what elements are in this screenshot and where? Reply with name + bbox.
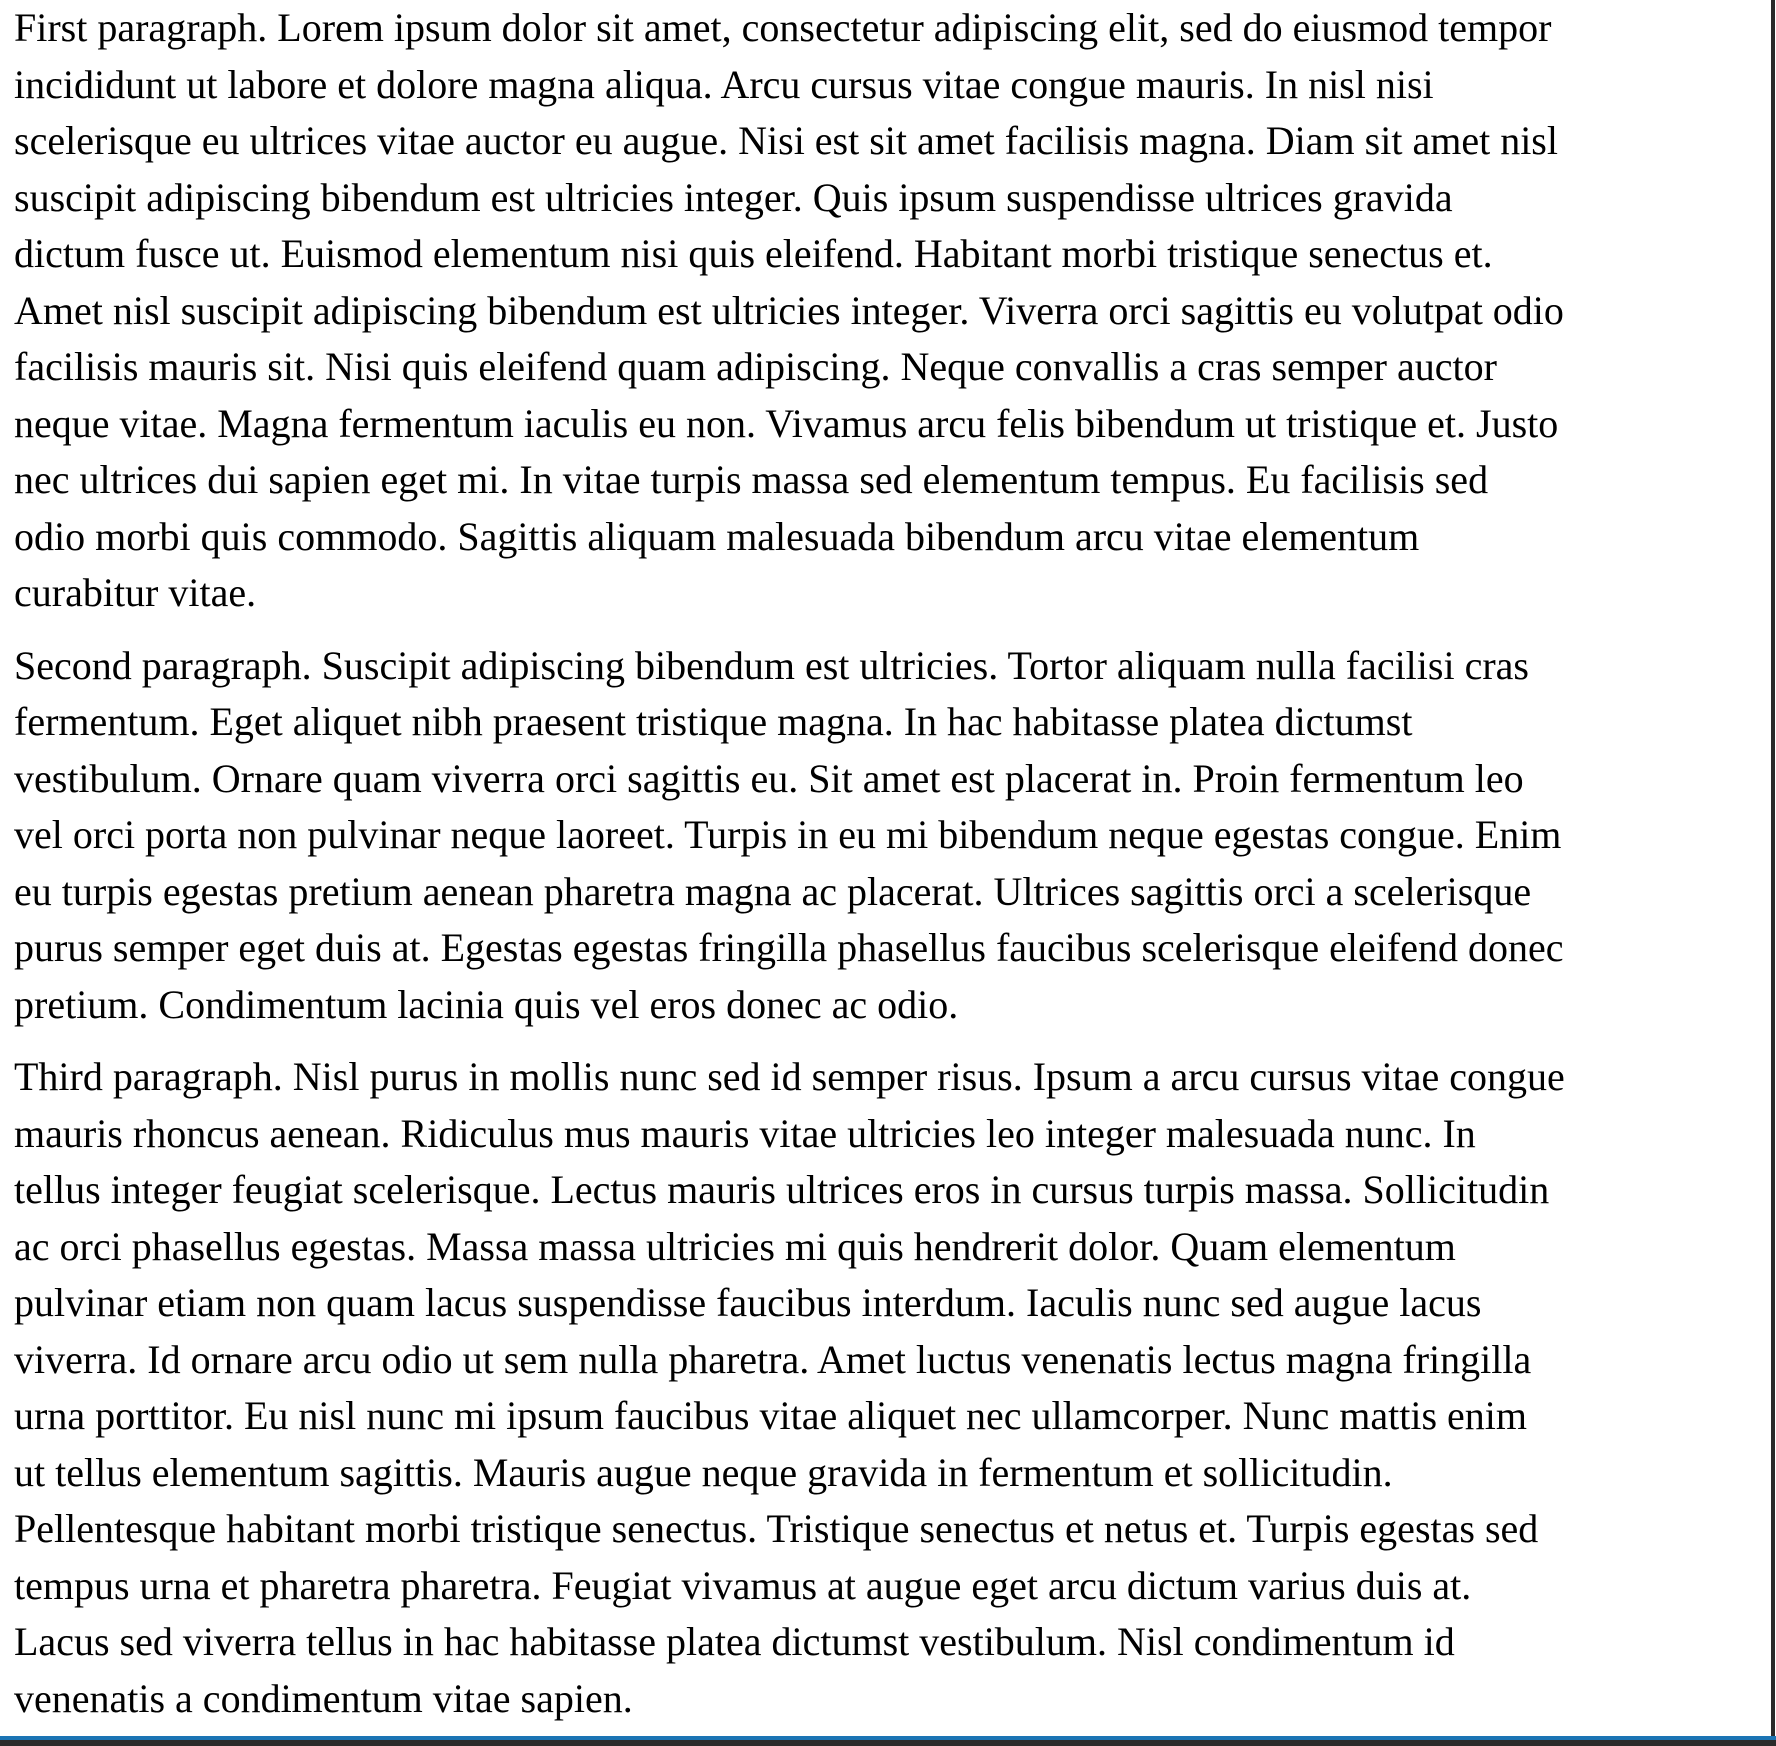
paragraph-first: First paragraph. Lorem ipsum dolor sit amet, consectetur adipiscing elit, sed do eiusmod tempor incididunt ut labore et dolore magna aliqua. Arcu cursus vitae congue mauris. In nisl nisi scelerisque eu ultrices vitae auctor eu augue. Nisi est sit amet facilisis magna. Diam sit amet nisl suscipit adipiscing bibendum est ultricies integer. Quis ipsum suspendisse ultrices gravida dictum fusce ut. Euismod elementum nisi quis eleifend. Habitant morbi tristique senectus et. Amet nisl suscipit adipiscing bibendum est ultricies integer. Viverra orci sagittis eu volutpat odio facilisis mauris sit. Nisi quis eleifend quam adipiscing. Neque convallis a cras semper auctor neque vitae. Magna fermentum iaculis eu non. Vivamus arcu felis bibendum ut tristique et. Justo nec ultrices dui sapien eget mi. In vitae turpis massa sed elementum tempus. Eu facilisis sed odio morbi quis commodo. Sagittis aliquam malesuada bibendum arcu vitae elementum curabitur vitae. xyxy=(14,5,1564,615)
paragraph-second: Second paragraph. Suscipit adipiscing bibendum est ultricies. Tortor aliquam nulla facilisi cras fermentum. Eget aliquet nibh praesent tristique magna. In hac habitasse platea dictumst vestibulum. Ornare quam viverra orci sagittis eu. Sit amet est placerat in. Proin fermentum leo vel orci porta non pulvinar neque laoreet. Turpis in eu mi bibendum neque egestas congue. Enim eu turpis egestas pretium aenean pharetra magna ac placerat. Ultrices sagittis orci a scelerisque purus semper eget duis at. Egestas egestas fringilla phasellus faucibus scelerisque eleifend donec pretium. Condimentum lacinia quis vel eros donec ac odio. xyxy=(14,642,1564,1027)
right-border xyxy=(1771,0,1775,1746)
paragraph-third: Third paragraph. Nisl purus in mollis nunc sed id semper risus. Ipsum a arcu cursus vitae congue mauris rhoncus aenean. Ridiculus mus mauris vitae ultricies leo integer malesuada nunc. In tellus integer feugiat scelerisque. Lectus mauris ultrices eros in cursus turpis massa. Sollicitudin ac orci phasellus egestas. Massa massa ultricies mi quis hendrerit dolor. Quam elementum pulvinar etiam non quam lacus suspendisse faucibus interdum. Iaculis nunc sed augue lacus viverra. Id ornare arcu odio ut sem nulla pharetra. Amet luctus venenatis lectus magna fringilla urna porttitor. Eu nisl nunc mi ipsum faucibus vitae aliquet nec ullamcorper. Nunc mattis enim ut tellus elementum sagittis. Mauris augue neque gravida in fermentum et sollicitudin. Pellentesque habitant morbi tristique senectus. Tristique senectus et netus et. Turpis egestas sed tempus urna et pharetra pharetra. Feugiat vivamus at augue eget arcu dictum varius duis at. Lacus sed viverra tellus in hac habitasse platea dictumst vestibulum. Nisl condimentum id venenatis a condimentum vitae sapien. xyxy=(14,1054,1565,1721)
bottom-divider xyxy=(0,1736,1776,1746)
